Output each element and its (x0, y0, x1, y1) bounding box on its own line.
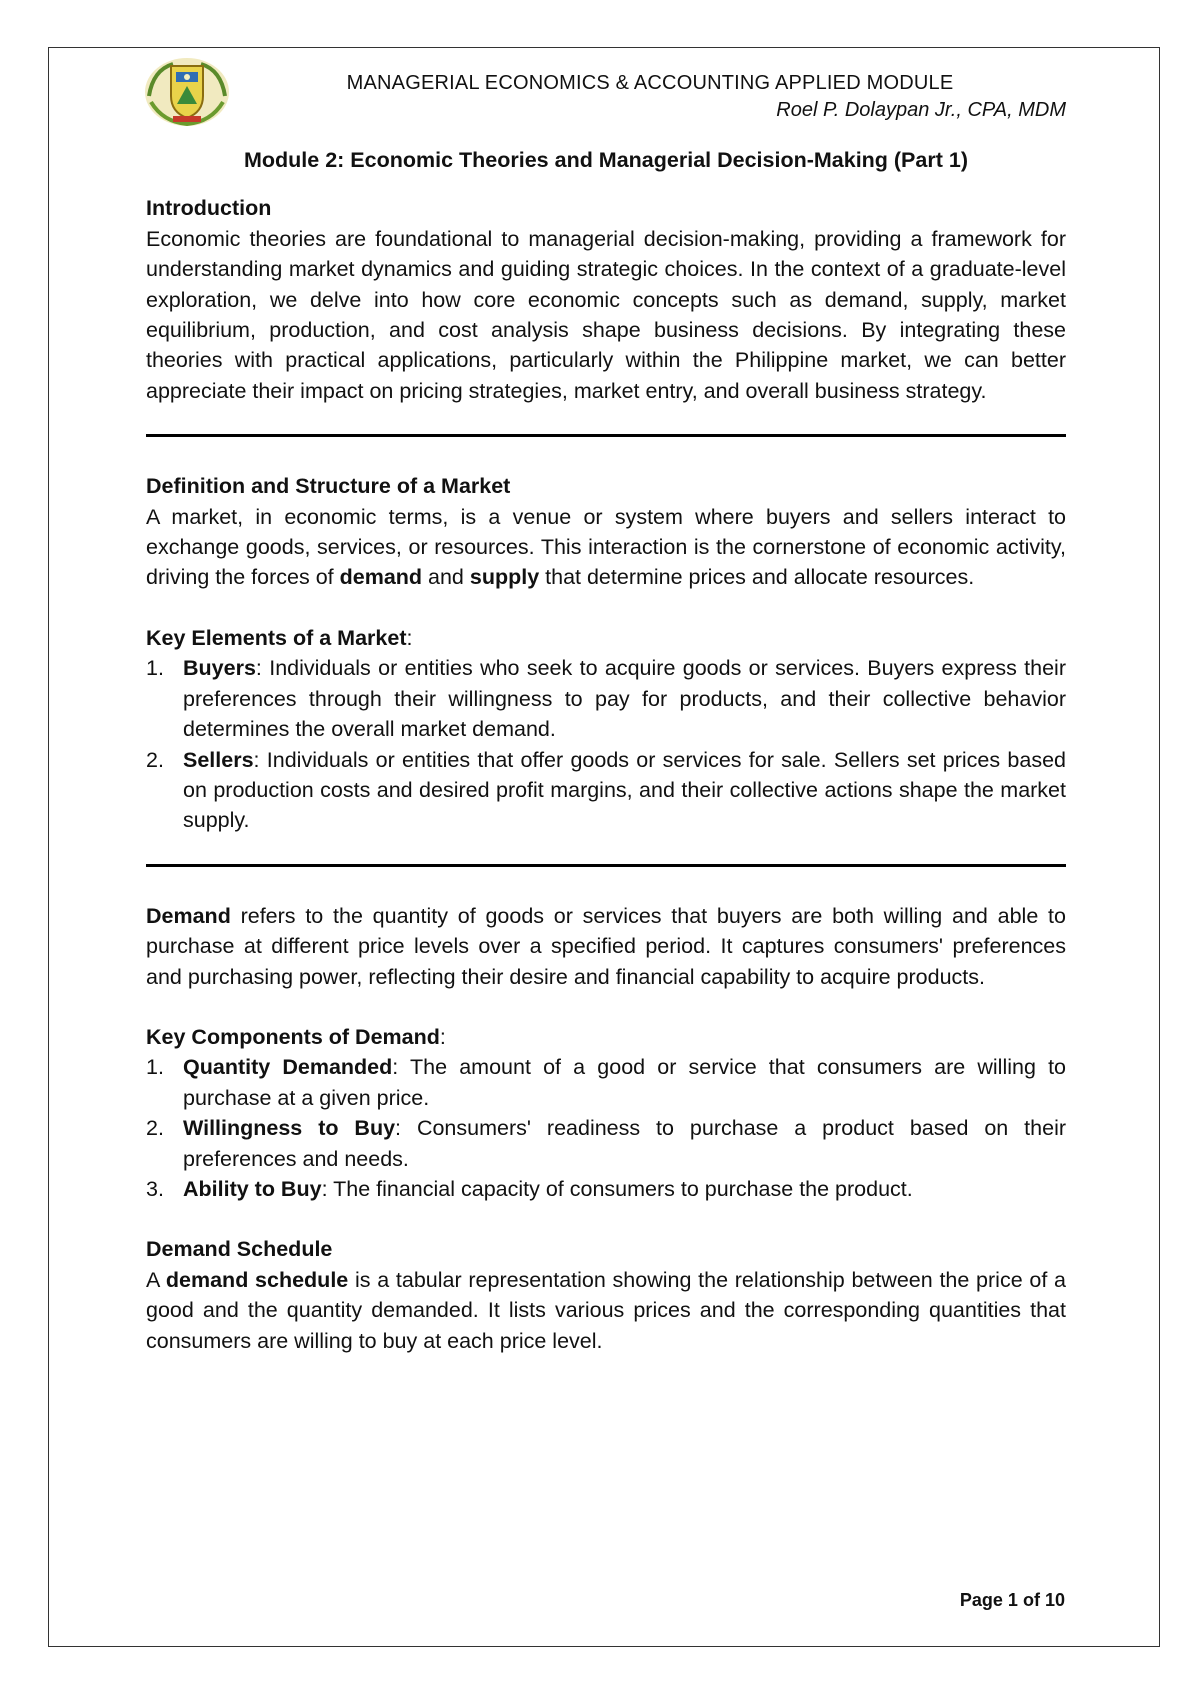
header-title: MANAGERIAL ECONOMICS & ACCOUNTING APPLIED MODULE (346, 72, 954, 94)
section-divider (146, 864, 1066, 867)
schedule-paragraph: A demand schedule is a tabular representation showing the relationship between the price of a good and the quantity demanded. It lists various prices and the corresponding quantities that consumers are willing to buy at each price level. (146, 1267, 1066, 1353)
university-seal-logo (143, 56, 231, 128)
header-author: Roel P. Dolaypan Jr., CPA, MDM (776, 99, 1066, 121)
module-title: Module 2: Economic Theories and Managerial Decision-Making (Part 1) (244, 148, 968, 172)
demand-paragraph: Demand refers to the quantity of goods or services that buyers are both willing and able to purchase at different price levels over a specified period. It captures consumers' preferences and purchasing power, reflecting their desire and financial capability to acquire products. (146, 903, 1066, 989)
page-number: Page 1 of 10 (959, 1590, 1065, 1610)
intro-paragraph: Economic theories are foundational to managerial decision-making, providing a framework for understanding market dynamics and guiding strategic choices. In the context of a graduate-level exploration, we delve into how core economic concepts such as demand, supply, market equilibrium, production, and cost analysis shape business decisions. By integrating these theories with practical applications, particularly within the Philippine market, we can better appreciate their impact on pricing strategies, market entry, and overall business strategy. (146, 226, 1066, 403)
market-elements-list (146, 653, 1066, 835)
intro-heading: Introduction (146, 196, 272, 221)
schedule-heading: Demand Schedule (146, 1237, 333, 1262)
list-item: 2. Willingness to Buy: Consumers' readiness to purchase a product based on their preferences and needs. (146, 1116, 1067, 1171)
list-item: 2. Sellers: Individuals or entities that offer goods or services for sale. Sellers set prices based on production costs and desired profit margins, and their collective actions shape the market supply. (146, 747, 1066, 833)
demand-components-list (146, 1052, 1066, 1204)
market-paragraph: A market, in economic terms, is a venue or system where buyers and sellers interact to exchange goods, services, or resources. This interaction is the cornerstone of economic activity, driving the forces of demand and supply that determine prices and allocate resources. (146, 504, 1066, 590)
market-key-heading: Key Elements of a Market: (146, 625, 413, 650)
list-item: 3. Ability to Buy: The financial capacity of consumers to purchase the product. (146, 1176, 913, 1201)
bold-supply: supply (469, 565, 540, 590)
list-item: 1. Quantity Demanded: The amount of a good or service that consumers are willing to purchase at a given price. (146, 1055, 1066, 1110)
demand-key-heading: Key Components of Demand: (146, 1024, 446, 1049)
section-divider (146, 434, 1066, 437)
document-body (146, 145, 1066, 1356)
list-item: 1. Buyers: Individuals or entities who seek to acquire goods or services. Buyers express their preferences through their willingness to pay for products, and their collective behavior determines the overall market demand. (146, 656, 1066, 742)
market-heading: Definition and Structure of a Market (146, 474, 511, 499)
bold-demand: demand (339, 565, 423, 590)
